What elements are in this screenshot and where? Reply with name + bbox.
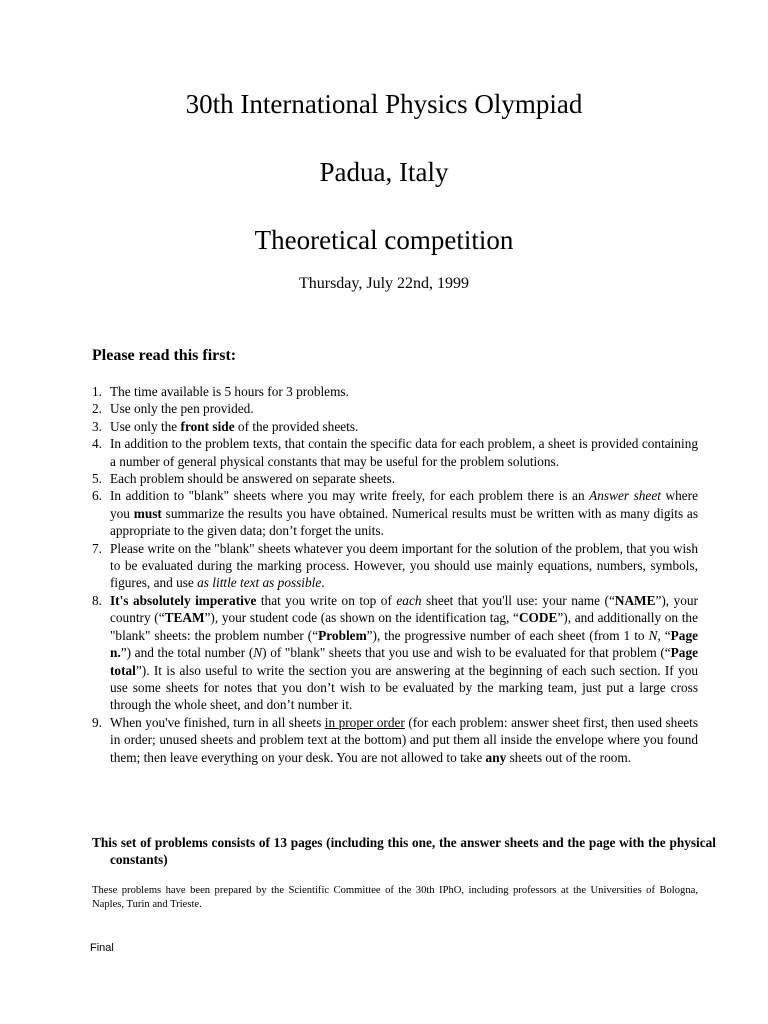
footer-label: Final (90, 942, 114, 954)
instruction-number: 4. (92, 436, 102, 452)
instructions-list (92, 383, 698, 766)
instruction-text: Use only the pen provided. (110, 401, 254, 417)
instruction-text: must (133, 505, 162, 521)
instruction-text: N (253, 645, 263, 661)
competition-title: Theoretical competition (254, 225, 514, 255)
credits-note: These problems have been prepared by the Scientific Committee of the 30th IPhO, including professors at the Universities of Bologna, Naples, Turin and Trieste. (92, 885, 698, 910)
instruction-text: sheet that you'll use: your name (“ (421, 592, 615, 608)
instruction-text: front side (180, 418, 235, 434)
instruction-text: Page n. (110, 627, 698, 661)
instruction-text: Page total (110, 645, 698, 678)
instruction-item (92, 470, 698, 487)
instruction-item (92, 487, 698, 539)
instructions-heading: Please read this first: (92, 347, 237, 364)
instruction-text: of the provided sheets. (234, 418, 359, 434)
instruction-item (92, 418, 698, 435)
instruction-text: Use only the (110, 418, 181, 434)
instruction-number: 2. (92, 401, 102, 417)
instruction-text: Please write on the "blank" sheets whatever you deem important for the solution of the problem, that you wish to be evaluated during the marking process. However, you should use mainly equations, numbers, symbols, figures, and use (110, 540, 698, 591)
instruction-text: any (485, 749, 507, 765)
instruction-item (92, 435, 698, 470)
instruction-text: sheets out of the room. (506, 749, 632, 765)
instruction-number: 1. (92, 384, 102, 399)
instruction-text: each (396, 592, 422, 608)
instruction-text: , “ (657, 627, 671, 643)
instruction-item (92, 540, 698, 592)
instruction-number: 5. (92, 471, 102, 487)
instruction-number: 6. (92, 488, 102, 504)
instruction-text: (for each problem: answer sheet first, then used sheets in order; unused sheets and problem text at the bottom) and put them all inside the envelope where you found them; then leave everything on your desk. You are not allowed to take (110, 714, 698, 765)
instruction-item (92, 383, 698, 400)
instruction-text: CODE (518, 610, 558, 626)
instruction-text: ”) and the total number ( (120, 645, 254, 661)
instruction-text: ”), your student code (as shown on the identification tag, “ (204, 610, 519, 626)
instruction-text: ”). It is also useful to write the section you are answering at the beginning of each such section. If you use some sheets for notes that you don’t wish to be evaluated by the marking team, just put a large cross through the whole sheet, and don’t number it. (110, 662, 698, 713)
instruction-text: In addition to "blank" sheets where you may write freely, for each problem there is an (110, 488, 590, 504)
instruction-text: TEAM (164, 610, 205, 626)
instruction-text: It's absolutely imperative (110, 592, 257, 608)
pages-summary: This set of problems consists of 13 pages (including this one, the answer sheets and the page with the physical constants) (92, 835, 716, 868)
instruction-text: NAME (614, 592, 656, 608)
instruction-text: . (321, 575, 325, 591)
instruction-text: ”), the progressive number of each sheet (from 1 to (366, 627, 649, 643)
instruction-number: 8. (92, 592, 102, 608)
instruction-text: Problem (318, 627, 367, 643)
competition-date: Thursday, July 22nd, 1999 (298, 275, 470, 292)
instruction-item (92, 400, 698, 417)
instruction-number: 9. (92, 714, 102, 730)
instruction-text: Answer sheet (589, 488, 661, 504)
instruction-text: N (648, 627, 658, 643)
instruction-text: In addition to the problem texts, that contain the specific data for each problem, a sheet is provided containing a number of general physical constants that may be useful for the problem solutions. (110, 436, 698, 469)
instruction-text: that you write on top of (256, 592, 397, 608)
instruction-text: summarize the results you have obtained. Numerical results must be written with as many digits as appropriate to the given data; don’t forget the units. (110, 505, 698, 539)
instruction-text: as little text as possible (197, 575, 322, 591)
instruction-text: in proper order (324, 714, 405, 730)
instruction-item (92, 592, 698, 714)
instruction-text: When you've finished, turn in all sheets (110, 714, 325, 730)
instruction-text: The time available is 5 hours for 3 problems. (110, 384, 349, 399)
instruction-text: Each problem should be answered on separate sheets. (110, 471, 396, 487)
instruction-text: where you (110, 488, 698, 521)
instruction-item (92, 714, 698, 766)
page-title: 30th International Physics Olympiad (185, 89, 583, 119)
location-title: Padua, Italy (319, 157, 449, 187)
instruction-number: 7. (92, 540, 102, 556)
instruction-text: ”), your country (“ (110, 592, 698, 626)
instruction-text: ”), and additionally on the "blank" sheets: the problem number (“ (110, 610, 698, 643)
instruction-text: ) of "blank" sheets that you use and wish to be evaluated for that problem (“ (262, 645, 671, 661)
instruction-number: 3. (92, 418, 102, 434)
